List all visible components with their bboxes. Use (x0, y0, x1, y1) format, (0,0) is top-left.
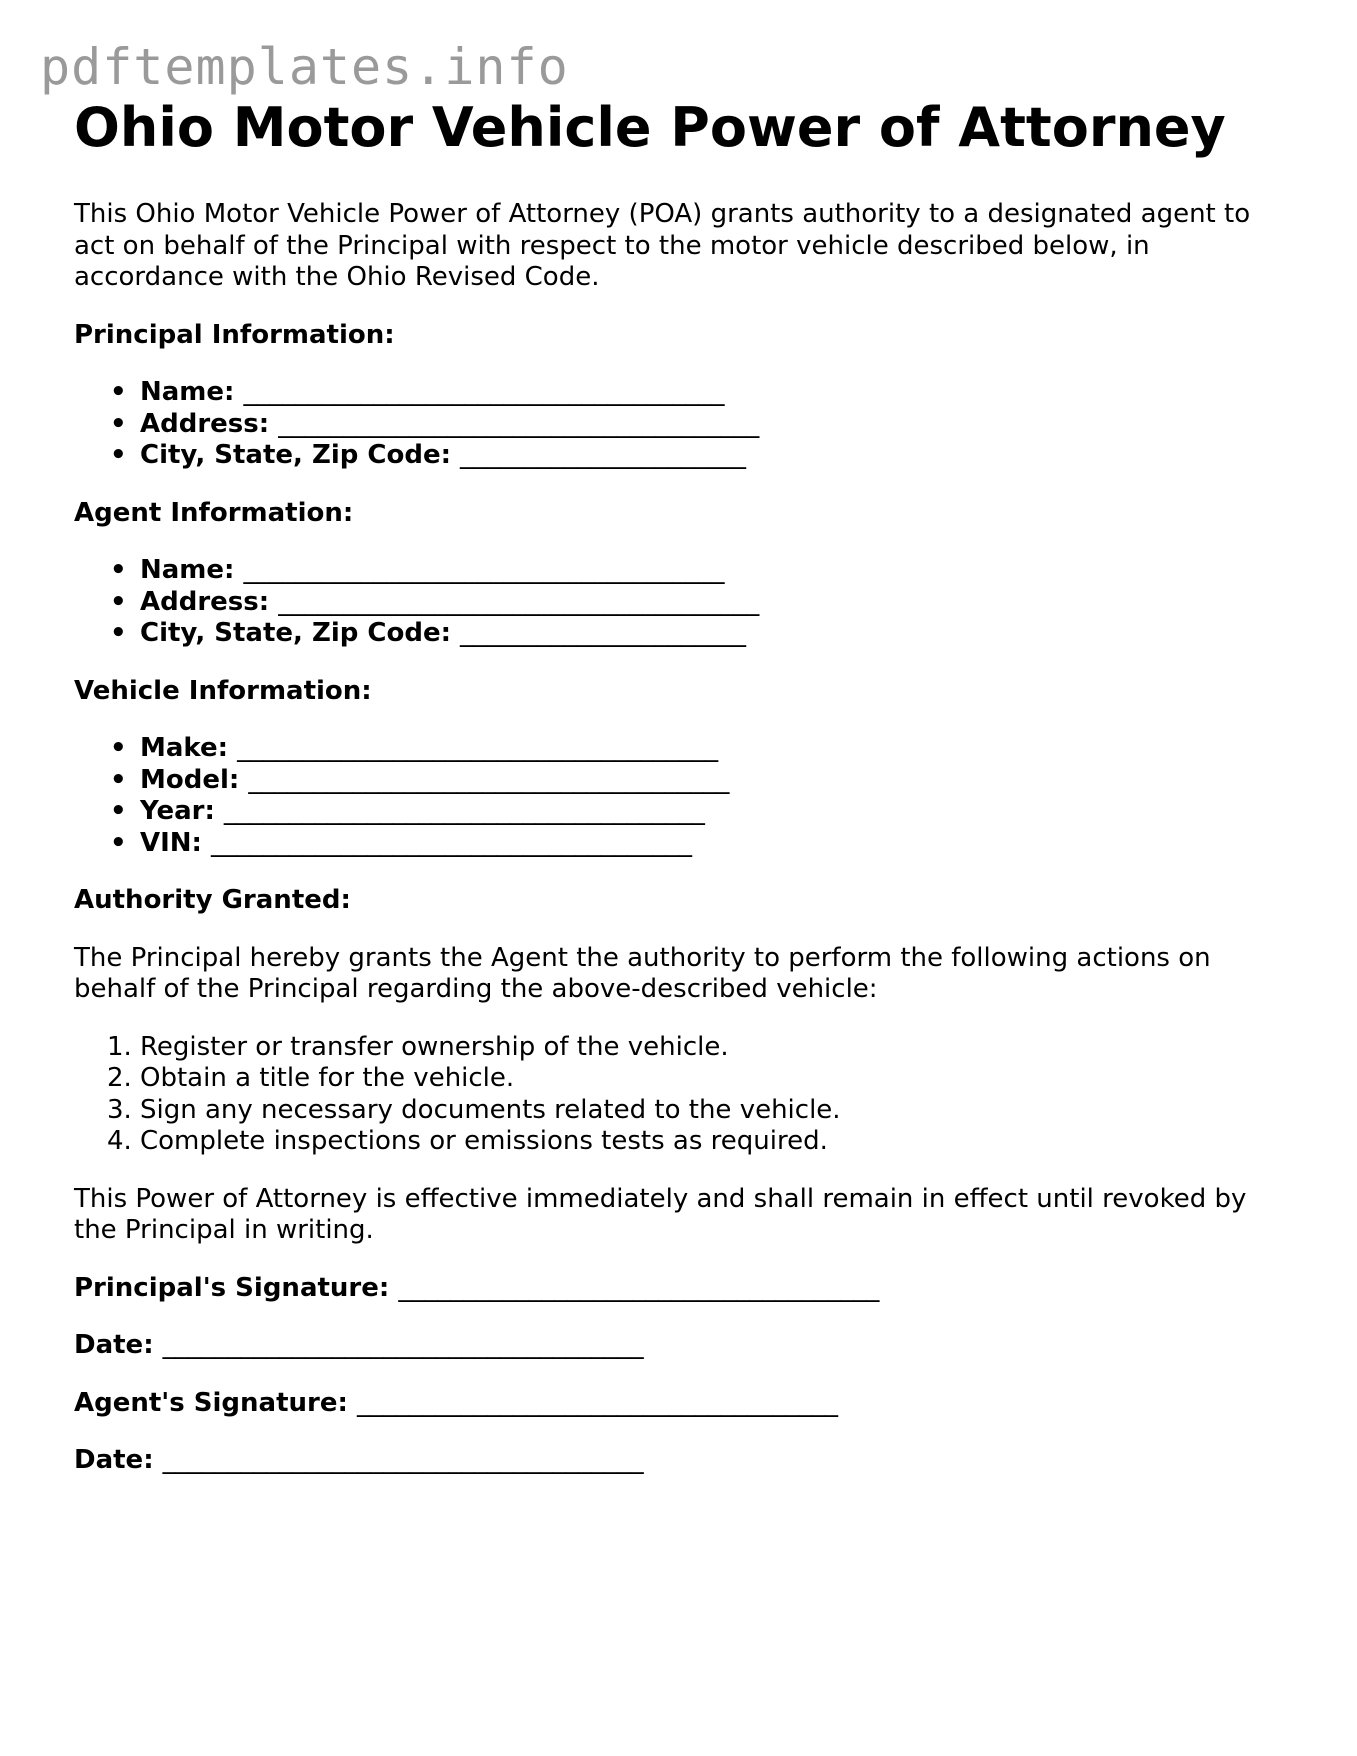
principal-signature-field[interactable] (74, 1273, 1294, 1305)
bullet-icon: • (110, 733, 127, 763)
list-number: 4. (107, 1126, 132, 1156)
field-label: Agent's Signature: (74, 1387, 348, 1418)
list-item-text: Register or transfer ownership of the vehicle. (140, 1031, 729, 1062)
principal-date-field[interactable] (74, 1330, 1294, 1362)
date-line[interactable]: _____________________________________ (162, 1445, 644, 1475)
list-number: 2. (107, 1063, 132, 1093)
blank-line[interactable]: ______________________ (460, 618, 747, 648)
list-item (74, 1126, 1294, 1158)
agent-name-field[interactable] (74, 555, 1294, 587)
bullet-icon: • (110, 377, 127, 407)
agent-date-field[interactable] (74, 1445, 1294, 1477)
agent-city-state-zip-field[interactable] (74, 618, 1294, 650)
field-label: Date: (74, 1330, 154, 1360)
bullet-icon: • (110, 408, 127, 439)
authority-heading: Authority Granted: (74, 885, 351, 915)
field-label: Address: (140, 586, 270, 617)
bullet-icon: • (110, 586, 127, 617)
blank-line[interactable]: _____________________________________ (248, 764, 730, 795)
field-label: Date: (74, 1445, 154, 1475)
list-item-text: Sign any necessary documents related to the vehicle. (140, 1094, 841, 1125)
list-item-text: Obtain a title for the vehicle. (140, 1063, 515, 1093)
field-label: Name: (140, 377, 235, 407)
blank-line[interactable]: ______________________ (460, 440, 747, 470)
list-number: 3. (107, 1094, 132, 1125)
agent-address-field[interactable] (74, 587, 1294, 619)
field-label: City, State, Zip Code: (140, 440, 451, 470)
principal-city-state-zip-field[interactable] (74, 440, 1294, 472)
signature-line[interactable]: _____________________________________ (398, 1272, 880, 1303)
vehicle-fields (74, 733, 1294, 859)
watermark-text: pdftemplates.info (40, 38, 569, 96)
principal-name-field[interactable] (74, 377, 1294, 409)
bullet-icon: • (110, 618, 127, 648)
vehicle-make-field[interactable] (74, 733, 1294, 765)
field-label: Principal's Signature: (74, 1272, 390, 1303)
bullet-icon: • (110, 555, 127, 585)
blank-line[interactable]: _____________________________________ (278, 408, 760, 439)
blank-line[interactable]: _____________________________________ (243, 377, 725, 407)
principal-fields (74, 377, 1294, 472)
list-item (74, 1032, 1294, 1064)
agent-heading: Agent Information: (74, 497, 354, 528)
date-line[interactable]: _____________________________________ (162, 1330, 644, 1360)
blank-line[interactable]: _____________________________________ (237, 733, 719, 763)
list-item-text: Complete inspections or emissions tests as required. (140, 1126, 828, 1156)
bullet-icon: • (110, 440, 127, 470)
principal-heading: Principal Information: (74, 319, 395, 350)
principal-address-field[interactable] (74, 409, 1294, 441)
vehicle-vin-field[interactable] (74, 828, 1294, 860)
authority-actions-list (74, 1032, 1294, 1158)
field-label: VIN: (140, 827, 202, 858)
field-label: Name: (140, 555, 235, 585)
agent-fields (74, 555, 1294, 650)
field-label: Address: (140, 408, 270, 439)
blank-line[interactable]: _____________________________________ (223, 796, 705, 826)
document-page (74, 96, 1294, 1477)
blank-line[interactable]: _____________________________________ (278, 586, 760, 617)
bullet-icon: • (110, 796, 127, 826)
signature-line[interactable]: _____________________________________ (356, 1387, 838, 1418)
vehicle-year-field[interactable] (74, 796, 1294, 828)
authority-paragraph: The Principal hereby grants the Agent the authority to perform the following actions on behalf of the Principal regarding the above-described vehicle: (74, 942, 1211, 1004)
vehicle-model-field[interactable] (74, 765, 1294, 797)
agent-signature-field[interactable] (74, 1388, 1294, 1420)
bullet-icon: • (110, 827, 127, 858)
blank-line[interactable]: _____________________________________ (211, 827, 693, 858)
list-item (74, 1063, 1294, 1095)
blank-line[interactable]: _____________________________________ (243, 555, 725, 585)
field-label: Year: (140, 796, 215, 826)
list-number: 1. (107, 1031, 132, 1062)
field-label: Model: (140, 764, 240, 795)
effective-paragraph: This Power of Attorney is effective immediately and shall remain in effect until revoked by the Principal in writing. (74, 1183, 1247, 1245)
list-item (74, 1095, 1294, 1127)
field-label: Make: (140, 733, 229, 763)
page-title: Ohio Motor Vehicle Power of Attorney (74, 96, 1226, 159)
intro-paragraph: This Ohio Motor Vehicle Power of Attorney (POA) grants authority to a designated agent to act on behalf of the Principal with respect to the motor vehicle described below, in accordance with the Ohio Revised Code. (74, 199, 1251, 292)
bullet-icon: • (110, 764, 127, 795)
field-label: City, State, Zip Code: (140, 618, 451, 648)
vehicle-heading: Vehicle Information: (74, 675, 372, 706)
